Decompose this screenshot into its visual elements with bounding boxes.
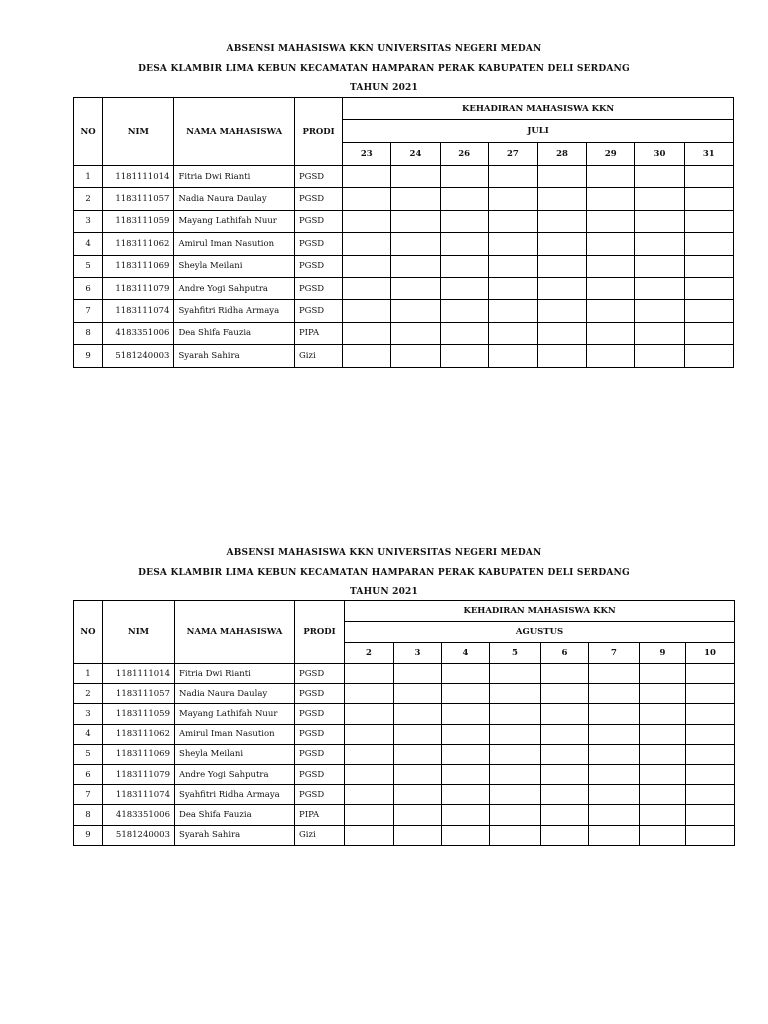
day-header: 28: [537, 143, 586, 166]
attendance-cell[interactable]: [541, 704, 589, 724]
cell-prodi: PGSD: [295, 704, 345, 724]
cell-prodi: PGSD: [294, 210, 342, 232]
title-line-3: TAHUN 2021: [350, 587, 418, 597]
attendance-cell[interactable]: [345, 805, 394, 825]
cell-nim: 1181111014: [103, 664, 175, 684]
title-line-1: ABSENSI MAHASISWA KKN UNIVERSITAS NEGERI MEDAN: [226, 548, 542, 558]
table-row: [74, 277, 734, 299]
attendance-cell[interactable]: [640, 825, 686, 845]
cell-no: 9: [74, 825, 103, 845]
attendance-cell[interactable]: [684, 210, 733, 232]
attendance-cell[interactable]: [640, 805, 686, 825]
attendance-cell[interactable]: [488, 300, 537, 322]
title-line-3: TAHUN 2021: [350, 83, 418, 93]
cell-nim: 1183111079: [103, 764, 175, 784]
attendance-cell[interactable]: [640, 664, 686, 684]
cell-nama: Andre Yogi Sahputra: [175, 764, 295, 784]
attendance-cell[interactable]: [343, 255, 391, 277]
attendance-cell[interactable]: [490, 825, 541, 845]
attendance-cell[interactable]: [442, 744, 490, 764]
header-nama: NAMA MAHASISWA: [175, 601, 295, 664]
cell-prodi: PGSD: [295, 684, 345, 704]
attendance-cell[interactable]: [635, 233, 684, 255]
cell-prodi: PGSD: [295, 785, 345, 805]
cell-nim: 1183111069: [103, 255, 174, 277]
cell-no: 5: [74, 255, 103, 277]
sheet-title-block: [0, 544, 768, 603]
cell-nim: 1183111079: [103, 277, 174, 299]
attendance-cell[interactable]: [684, 233, 733, 255]
attendance-cell[interactable]: [537, 210, 586, 232]
attendance-cell[interactable]: [490, 764, 541, 784]
day-header: 5: [490, 643, 541, 664]
cell-nama: Dea Shifa Fauzia: [174, 322, 295, 344]
attendance-cell[interactable]: [440, 345, 488, 367]
day-header: 23: [343, 143, 391, 166]
attendance-cell[interactable]: [589, 744, 640, 764]
attendance-cell[interactable]: [488, 322, 537, 344]
attendance-cell[interactable]: [589, 724, 640, 744]
attendance-cell[interactable]: [488, 210, 537, 232]
attendance-cell[interactable]: [345, 664, 394, 684]
attendance-cell[interactable]: [343, 210, 391, 232]
attendance-cell[interactable]: [442, 704, 490, 724]
attendance-cell[interactable]: [442, 684, 490, 704]
table-row: [74, 744, 735, 764]
header-nama: NAMA MAHASISWA: [174, 98, 295, 166]
table-row: [74, 188, 734, 210]
attendance-cell[interactable]: [440, 277, 488, 299]
cell-nama: Amirul Iman Nasution: [175, 724, 295, 744]
day-header: 4: [442, 643, 490, 664]
attendance-cell[interactable]: [541, 724, 589, 744]
table-row: [74, 724, 735, 744]
day-header: 30: [635, 143, 684, 166]
attendance-cell[interactable]: [686, 684, 735, 704]
day-header: 2: [345, 643, 394, 664]
attendance-cell[interactable]: [442, 664, 490, 684]
attendance-cell[interactable]: [490, 744, 541, 764]
attendance-cell[interactable]: [541, 764, 589, 784]
header-month: JULI: [343, 120, 734, 143]
attendance-cell[interactable]: [587, 322, 635, 344]
cell-nim: 1183111062: [103, 233, 174, 255]
cell-no: 3: [74, 210, 103, 232]
header-nim: NIM: [103, 601, 175, 664]
cell-nama: Syahfitri Ridha Armaya: [175, 785, 295, 805]
attendance-cell[interactable]: [394, 684, 442, 704]
attendance-cell[interactable]: [587, 300, 635, 322]
attendance-cell[interactable]: [541, 744, 589, 764]
attendance-cell[interactable]: [684, 255, 733, 277]
attendance-cell[interactable]: [394, 704, 442, 724]
table-row: [74, 805, 735, 825]
attendance-cell[interactable]: [345, 825, 394, 845]
attendance-cell[interactable]: [391, 322, 440, 344]
attendance-cell[interactable]: [345, 764, 394, 784]
table-row: [74, 166, 734, 188]
attendance-cell[interactable]: [442, 724, 490, 744]
attendance-cell[interactable]: [640, 744, 686, 764]
attendance-cell[interactable]: [684, 300, 733, 322]
attendance-cell[interactable]: [684, 277, 733, 299]
attendance-cell[interactable]: [440, 255, 488, 277]
attendance-cell[interactable]: [394, 825, 442, 845]
attendance-cell[interactable]: [442, 825, 490, 845]
table-row: [74, 210, 734, 232]
attendance-cell[interactable]: [686, 664, 735, 684]
cell-prodi: PGSD: [294, 166, 342, 188]
cell-no: 9: [74, 345, 103, 367]
attendance-cell[interactable]: [635, 188, 684, 210]
cell-prodi: PIPA: [294, 322, 342, 344]
cell-nama: Mayang Lathifah Nuur: [174, 210, 295, 232]
attendance-cell[interactable]: [541, 664, 589, 684]
attendance-sheet-july: [0, 40, 768, 99]
cell-nim: 1183111057: [103, 684, 175, 704]
cell-no: 6: [74, 764, 103, 784]
attendance-cell[interactable]: [587, 210, 635, 232]
attendance-cell[interactable]: [440, 210, 488, 232]
cell-nama: Sheyla Meilani: [174, 255, 295, 277]
attendance-cell[interactable]: [343, 345, 391, 367]
attendance-cell[interactable]: [345, 744, 394, 764]
cell-prodi: PGSD: [295, 664, 345, 684]
cell-nim: 1183111074: [103, 300, 174, 322]
cell-nama: Sheyla Meilani: [175, 744, 295, 764]
attendance-cell[interactable]: [635, 345, 684, 367]
attendance-cell[interactable]: [589, 664, 640, 684]
attendance-cell[interactable]: [541, 805, 589, 825]
attendance-cell[interactable]: [440, 188, 488, 210]
attendance-cell[interactable]: [391, 255, 440, 277]
day-header: 10: [686, 643, 735, 664]
attendance-cell[interactable]: [541, 785, 589, 805]
cell-prodi: Gizi: [295, 825, 345, 845]
attendance-cell[interactable]: [640, 724, 686, 744]
attendance-cell[interactable]: [587, 277, 635, 299]
cell-no: 7: [74, 300, 103, 322]
attendance-cell[interactable]: [343, 166, 391, 188]
cell-nama: Syahfitri Ridha Armaya: [174, 300, 295, 322]
attendance-cell[interactable]: [394, 785, 442, 805]
title-line-2: DESA KLAMBIR LIMA KEBUN KECAMATAN HAMPARAN PERAK KABUPATEN DELI SERDANG: [138, 63, 630, 74]
cell-nama: Dea Shifa Fauzia: [175, 805, 295, 825]
table-row: [74, 664, 735, 684]
cell-prodi: PGSD: [294, 277, 342, 299]
attendance-cell[interactable]: [345, 704, 394, 724]
cell-nama: Nadia Naura Daulay: [175, 684, 295, 704]
table-row: [74, 825, 735, 845]
cell-no: 3: [74, 704, 103, 724]
attendance-cell[interactable]: [391, 300, 440, 322]
attendance-cell[interactable]: [345, 724, 394, 744]
attendance-cell[interactable]: [635, 166, 684, 188]
cell-prodi: Gizi: [294, 345, 342, 367]
attendance-cell[interactable]: [442, 764, 490, 784]
attendance-cell[interactable]: [440, 322, 488, 344]
cell-no: 2: [74, 684, 103, 704]
attendance-cell[interactable]: [640, 764, 686, 784]
table-row: [74, 255, 734, 277]
attendance-cell[interactable]: [635, 277, 684, 299]
attendance-cell[interactable]: [686, 785, 735, 805]
cell-nim: 1183111069: [103, 744, 175, 764]
attendance-cell[interactable]: [686, 764, 735, 784]
attendance-cell[interactable]: [488, 345, 537, 367]
day-header: 6: [541, 643, 589, 664]
attendance-cell[interactable]: [589, 825, 640, 845]
cell-nama: Fitria Dwi Rianti: [174, 166, 295, 188]
attendance-cell[interactable]: [391, 188, 440, 210]
attendance-cell[interactable]: [391, 345, 440, 367]
attendance-cell[interactable]: [587, 345, 635, 367]
cell-nim: 1183111062: [103, 724, 175, 744]
cell-nama: Syarah Sahira: [174, 345, 295, 367]
cell-nim: 4183351006: [103, 322, 174, 344]
cell-nim: 5181240003: [103, 825, 175, 845]
day-header: 26: [440, 143, 488, 166]
attendance-cell[interactable]: [537, 277, 586, 299]
attendance-cell[interactable]: [442, 805, 490, 825]
cell-nama: Amirul Iman Nasution: [174, 233, 295, 255]
attendance-cell[interactable]: [635, 300, 684, 322]
attendance-cell[interactable]: [537, 255, 586, 277]
attendance-cell[interactable]: [490, 724, 541, 744]
attendance-cell[interactable]: [391, 233, 440, 255]
attendance-cell[interactable]: [684, 166, 733, 188]
header-prodi: PRODI: [295, 601, 345, 664]
cell-nama: Nadia Naura Daulay: [174, 188, 295, 210]
attendance-cell[interactable]: [343, 322, 391, 344]
sheet-title-block: [0, 40, 768, 99]
cell-no: 5: [74, 744, 103, 764]
day-header: 24: [391, 143, 440, 166]
header-no: NO: [74, 601, 103, 664]
attendance-cell[interactable]: [686, 825, 735, 845]
cell-no: 4: [74, 724, 103, 744]
attendance-cell[interactable]: [587, 233, 635, 255]
day-header: 31: [684, 143, 733, 166]
attendance-cell[interactable]: [537, 300, 586, 322]
header-month: AGUSTUS: [345, 622, 735, 643]
attendance-cell[interactable]: [394, 805, 442, 825]
attendance-cell[interactable]: [589, 704, 640, 724]
attendance-cell[interactable]: [686, 704, 735, 724]
attendance-cell[interactable]: [587, 166, 635, 188]
attendance-cell[interactable]: [537, 188, 586, 210]
attendance-table-august: [73, 600, 735, 846]
cell-prodi: PGSD: [294, 233, 342, 255]
day-header: 7: [589, 643, 640, 664]
attendance-cell[interactable]: [640, 785, 686, 805]
attendance-cell[interactable]: [635, 322, 684, 344]
attendance-cell[interactable]: [589, 805, 640, 825]
cell-prodi: PIPA: [295, 805, 345, 825]
attendance-sheet-august: [0, 544, 768, 603]
attendance-cell[interactable]: [343, 188, 391, 210]
attendance-cell[interactable]: [490, 704, 541, 724]
attendance-cell[interactable]: [391, 210, 440, 232]
day-header: 9: [640, 643, 686, 664]
attendance-cell[interactable]: [635, 255, 684, 277]
cell-prodi: PGSD: [295, 764, 345, 784]
header-prodi: PRODI: [294, 98, 342, 166]
attendance-cell[interactable]: [343, 233, 391, 255]
attendance-cell[interactable]: [640, 684, 686, 704]
table-row: [74, 233, 734, 255]
attendance-cell[interactable]: [394, 744, 442, 764]
attendance-cell[interactable]: [635, 210, 684, 232]
attendance-cell[interactable]: [440, 166, 488, 188]
attendance-cell[interactable]: [490, 664, 541, 684]
attendance-cell[interactable]: [541, 825, 589, 845]
attendance-cell[interactable]: [394, 664, 442, 684]
attendance-cell[interactable]: [343, 300, 391, 322]
attendance-cell[interactable]: [640, 704, 686, 724]
cell-no: 2: [74, 188, 103, 210]
attendance-cell[interactable]: [391, 277, 440, 299]
cell-nim: 1183111059: [103, 210, 174, 232]
table-row: [74, 785, 735, 805]
cell-prodi: PGSD: [294, 188, 342, 210]
cell-no: 1: [74, 664, 103, 684]
table-row: [74, 322, 734, 344]
day-header: 27: [488, 143, 537, 166]
attendance-cell[interactable]: [488, 277, 537, 299]
attendance-cell[interactable]: [440, 233, 488, 255]
cell-prodi: PGSD: [295, 744, 345, 764]
attendance-cell[interactable]: [587, 255, 635, 277]
cell-nim: 5181240003: [103, 345, 174, 367]
cell-prodi: PGSD: [294, 300, 342, 322]
attendance-cell[interactable]: [394, 724, 442, 744]
cell-nim: 4183351006: [103, 805, 175, 825]
attendance-cell[interactable]: [589, 684, 640, 704]
cell-nim: 1183111059: [103, 704, 175, 724]
attendance-cell[interactable]: [589, 785, 640, 805]
attendance-cell[interactable]: [686, 744, 735, 764]
table-row: [74, 345, 734, 367]
attendance-cell[interactable]: [394, 764, 442, 784]
table-row: [74, 684, 735, 704]
attendance-cell[interactable]: [684, 188, 733, 210]
attendance-cell[interactable]: [686, 724, 735, 744]
cell-nim: 1183111074: [103, 785, 175, 805]
cell-no: 8: [74, 805, 103, 825]
attendance-cell[interactable]: [440, 300, 488, 322]
cell-nama: Mayang Lathifah Nuur: [175, 704, 295, 724]
cell-nama: Fitria Dwi Rianti: [175, 664, 295, 684]
attendance-cell[interactable]: [541, 684, 589, 704]
attendance-cell[interactable]: [488, 233, 537, 255]
attendance-cell[interactable]: [490, 805, 541, 825]
cell-nim: 1181111014: [103, 166, 174, 188]
table-row: [74, 764, 735, 784]
attendance-cell[interactable]: [587, 188, 635, 210]
table-row: [74, 704, 735, 724]
header-kehadiran: KEHADIRAN MAHASISWA KKN: [343, 98, 734, 120]
attendance-cell[interactable]: [684, 322, 733, 344]
attendance-cell[interactable]: [490, 785, 541, 805]
attendance-cell[interactable]: [589, 764, 640, 784]
attendance-cell[interactable]: [442, 785, 490, 805]
title-line-2: DESA KLAMBIR LIMA KEBUN KECAMATAN HAMPARAN PERAK KABUPATEN DELI SERDANG: [138, 567, 630, 578]
attendance-cell[interactable]: [537, 345, 586, 367]
cell-prodi: PGSD: [294, 255, 342, 277]
cell-no: 6: [74, 277, 103, 299]
attendance-cell[interactable]: [537, 166, 586, 188]
attendance-cell[interactable]: [537, 233, 586, 255]
attendance-cell[interactable]: [488, 166, 537, 188]
attendance-cell[interactable]: [391, 166, 440, 188]
attendance-cell[interactable]: [686, 805, 735, 825]
cell-no: 1: [74, 166, 103, 188]
attendance-cell[interactable]: [490, 684, 541, 704]
attendance-cell[interactable]: [537, 322, 586, 344]
cell-nama: Syarah Sahira: [175, 825, 295, 845]
attendance-table-july: [73, 97, 734, 368]
attendance-cell[interactable]: [345, 785, 394, 805]
cell-prodi: PGSD: [295, 724, 345, 744]
attendance-cell[interactable]: [684, 345, 733, 367]
cell-nama: Andre Yogi Sahputra: [174, 277, 295, 299]
attendance-cell[interactable]: [345, 684, 394, 704]
cell-no: 4: [74, 233, 103, 255]
attendance-cell[interactable]: [488, 255, 537, 277]
cell-no: 8: [74, 322, 103, 344]
attendance-cell[interactable]: [488, 188, 537, 210]
table-row: [74, 300, 734, 322]
cell-nim: 1183111057: [103, 188, 174, 210]
attendance-cell[interactable]: [343, 277, 391, 299]
day-header: 3: [394, 643, 442, 664]
header-no: NO: [74, 98, 103, 166]
title-line-1: ABSENSI MAHASISWA KKN UNIVERSITAS NEGERI MEDAN: [226, 44, 542, 54]
cell-no: 7: [74, 785, 103, 805]
header-kehadiran: KEHADIRAN MAHASISWA KKN: [345, 601, 735, 622]
day-header: 29: [587, 143, 635, 166]
header-nim: NIM: [103, 98, 174, 166]
